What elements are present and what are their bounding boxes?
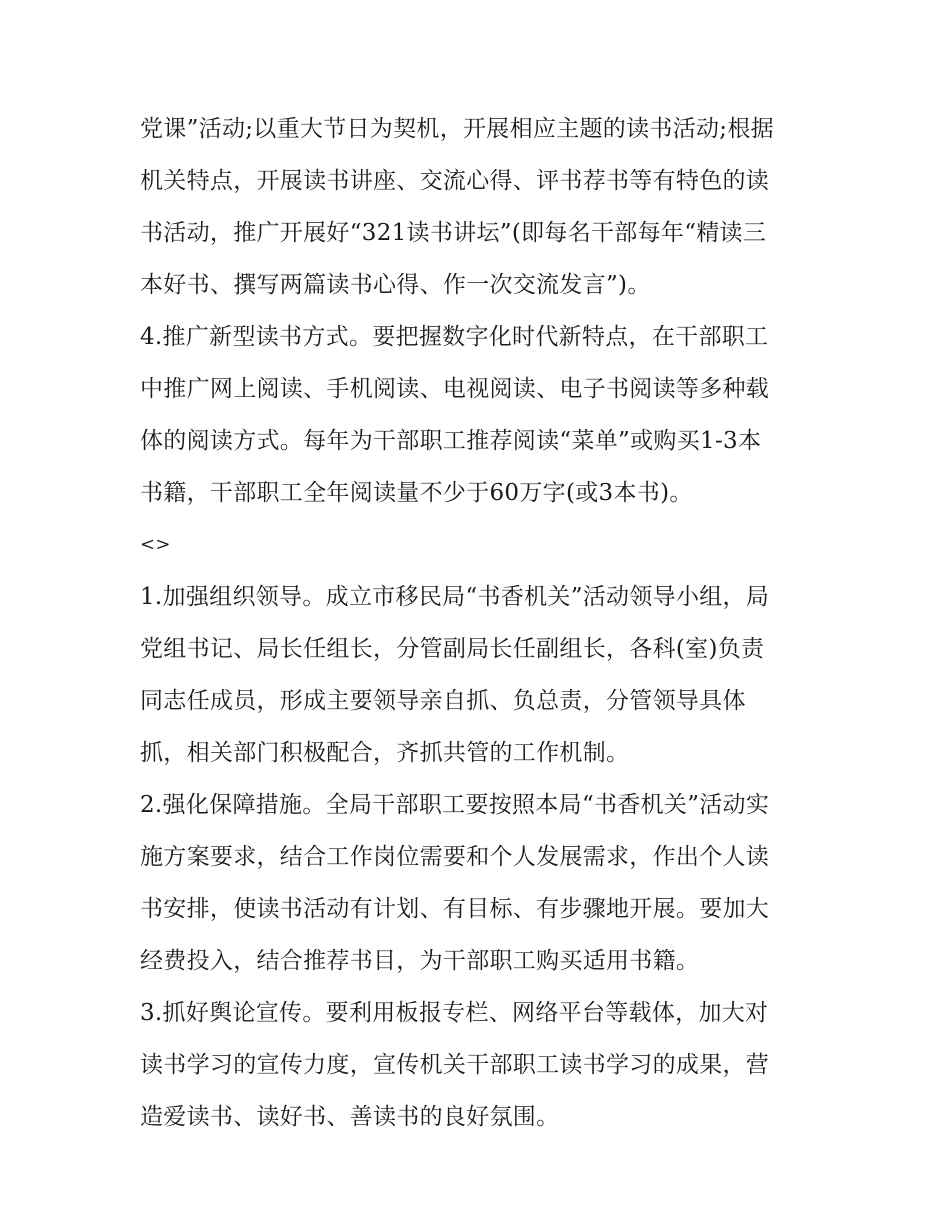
- text-line: 中推广网上阅读、手机阅读、电视阅读、电子书阅读等多种载: [140, 376, 770, 402]
- text-line: 本好书、撰写两篇读书心得、作一次交流发言”)。: [140, 272, 651, 298]
- text-line: 书活动，推广开展好“321读书讲坛”(即每名干部每年“精读三: [140, 220, 767, 246]
- text-line: 机关特点，开展读书讲座、交流心得、评书荐书等有特色的读: [140, 168, 770, 194]
- text-line: 读书学习的宣传力度，宣传机关干部职工读书学习的成果，营: [140, 1052, 770, 1078]
- text-line: 党组书记、局长任组长，分管副局长任副组长，各科(室)负责: [140, 636, 765, 662]
- section-1-heading-line: 1.加强组织领导。成立市移民局“书香机关”活动领导小组，局: [140, 584, 770, 610]
- section-2-heading-line: 2.强化保障措施。全局干部职工要按照本局“书香机关”活动实: [140, 792, 770, 818]
- text-line: 同志任成员，形成主要领导亲自抓、负总责，分管领导具体: [140, 688, 746, 714]
- text-line: 书籍，干部职工全年阅读量不少于60万字(或3本书)。: [140, 480, 693, 506]
- document-body: [140, 103, 830, 1143]
- text-line: 施方案要求，结合工作岗位需要和个人发展需求，作出个人读: [140, 844, 770, 870]
- text-line: 抓，相关部门积极配合，齐抓共管的工作机制。: [140, 740, 630, 766]
- text-line: 造爱读书、读好书、善读书的良好氛围。: [140, 1104, 560, 1130]
- text-line: 书安排，使读书活动有计划、有目标、有步骤地开展。要加大: [140, 896, 770, 922]
- text-line: 经费投入，结合推荐书目，为干部职工购买适用书籍。: [140, 948, 700, 974]
- text-line: 党课”活动;以重大节日为契机，开展相应主题的读书活动;根据: [140, 116, 774, 142]
- section-3-heading-line: 3.抓好舆论宣传。要利用板报专栏、网络平台等载体，加大对: [140, 1000, 769, 1026]
- section-4-heading-line: 4.推广新型读书方式。要把握数字化时代新特点，在干部职工: [140, 324, 769, 350]
- placeholder-marker: <>: [140, 534, 171, 555]
- text-line: 体的阅读方式。每年为干部职工推荐阅读“菜单”或购买1-3本: [140, 428, 762, 454]
